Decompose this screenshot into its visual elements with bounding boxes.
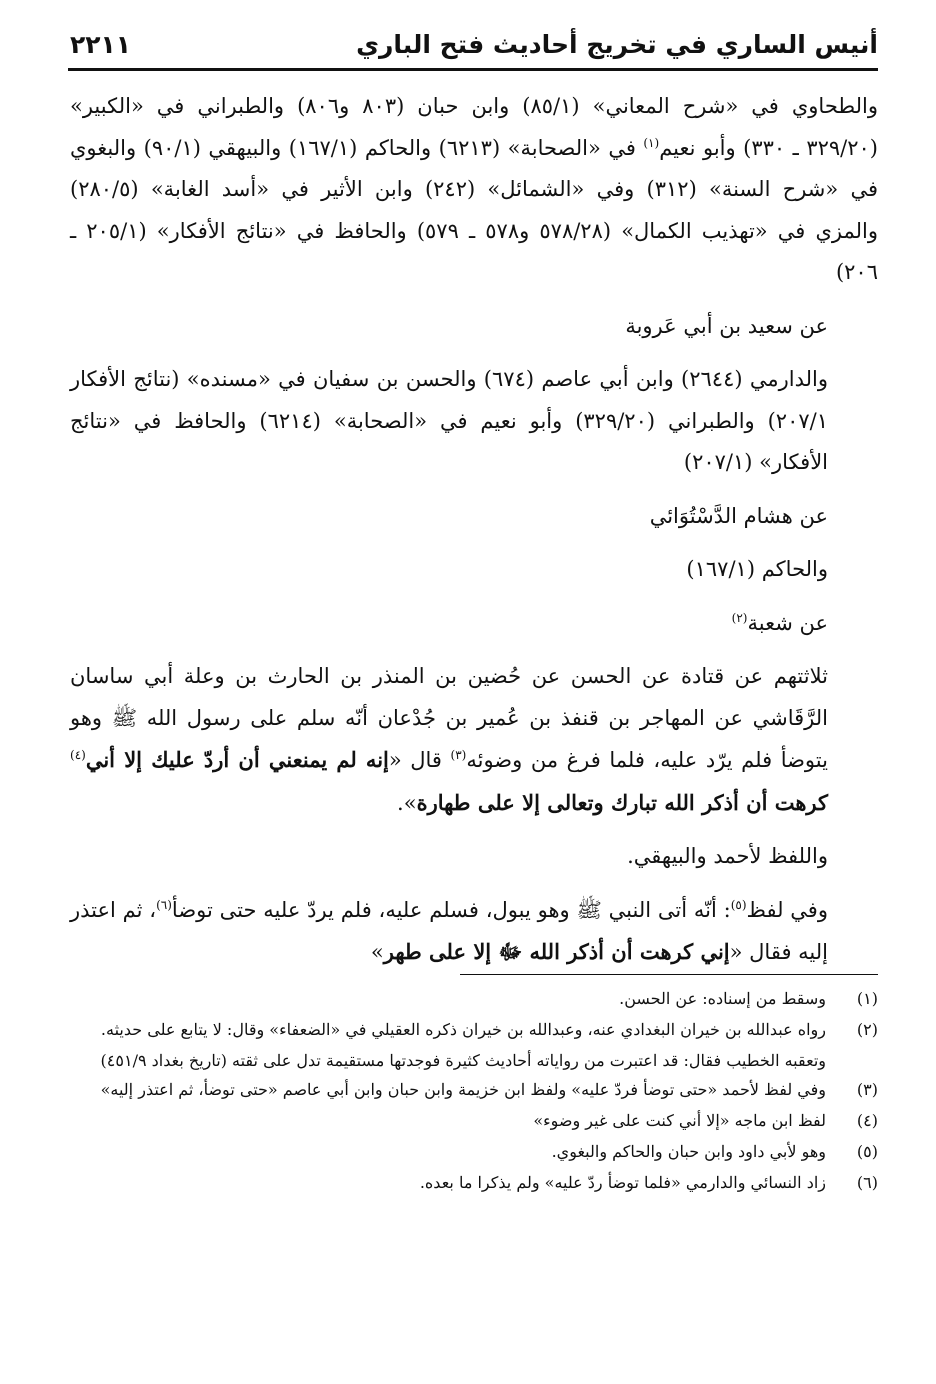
footnote-ref-6: (٦) bbox=[156, 897, 172, 912]
paragraph-3: ثلاثتهم عن قتادة عن الحسن عن حُضين بن المنذر بن الحارث بن وعلة أبي ساسان الرَّقَاشي عن المهاجر بن قنفذ بن عُمير بن جُدْعان أنّه سلم على رسول الله ﷺ وهو يتوضأ فلم يرّد عليه، فلما فرغ من وضوئه$^{(٣)}$ قال «إنه لم يمنعني أن أردّ عليك إلا أني$^{(٤)}$ كرهت أن أذكر الله تبارك وتعالى إلا على طهارة». bbox=[70, 664, 828, 815]
running-title: أنيس الساري في تخريج أحاديث فتح الباري bbox=[356, 29, 878, 59]
footnote-6: (٦) زاد النسائي والدارمي «فلما توضأ ردّ عليه» ولم يذكرا ما بعده. bbox=[419, 1173, 878, 1192]
footnote-2-continuation: وتعقبه الخطيب فقال: قد اعتبرت من رواياته أحاديث كثيرة فوجدتها مستقيمة تدل على ثقته (تاريخ بغداد ٤٥١/٩) bbox=[100, 1051, 826, 1070]
footnote-ref-5: (٥) bbox=[730, 897, 747, 912]
footnote-ref-4: (٤) bbox=[70, 748, 86, 762]
hadith-text-2: إني كرهت أن أذكر الله ﷻ إلا على طهر bbox=[383, 939, 730, 964]
footnotes bbox=[70, 984, 878, 1199]
footnote-2: (٢) رواه عبدالله بن خيران البغدادي عنه، وعبدالله بن خيران ذكره العقيلي في «الضعفاء» وقال: لا يتابع على حديثه. bbox=[100, 1020, 878, 1039]
main-text bbox=[70, 86, 878, 974]
page-header bbox=[70, 22, 878, 66]
chain-line-said: عن سعيد بن أبي عَروبة bbox=[625, 313, 828, 338]
footnote-4: (٤) لفظ ابن ماجه «إلا أني كنت على غير وضوء» bbox=[533, 1111, 878, 1130]
chain-line-hakim: والحاكم (١٦٧/١) bbox=[686, 557, 828, 581]
chain-line-hisham: عن هشام الدَّسْتُوَائي bbox=[649, 503, 828, 528]
paragraph-4: وفي لفظ$^{(٥)}$: أنّه أتى النبي ﷺ وهو يبول، فسلم عليه، فلم يردّ عليه حتى توضأ$^{(٦)}$، ثم اعتذر إليه فقال «إني كرهت أن أذكر الله ﷻ إلا على طهر» bbox=[70, 897, 828, 964]
footnote-1: (١) وسقط من إسناده: عن الحسن. bbox=[619, 989, 878, 1008]
footnote-separator bbox=[460, 974, 878, 975]
chain-line-shuba: عن شعبة$^{(٢)}$ bbox=[731, 610, 828, 635]
footnote-3: (٣) وفي لفظ لأحمد «حتى توضأ فردّ عليه» ولفظ ابن خزيمة وابن حبان وابن أبي عاصم «حتى توضأ، ثم اعتذر إليه» bbox=[100, 1080, 878, 1099]
paragraph-1: والطحاوي في «شرح المعاني» (٨٥/١) وابن حبان (٨٠٣ و٨٠٦) والطبراني في «الكبير» (٣٢٩/٢٠ ـ ٣٣٠) وأبو نعيم$^{(١)}$ في «الصحابة» (٦٢١٣) والحاكم (١٦٧/١) والبيهقي (٩٠/١) والبغوي في «شرح السنة» (٣١٢) وفي «الشمائل» (٢٤٢) وابن الأثير في «أسد الغابة» (٢٨٠/٥) والمزي في «تهذيب الكمال» (٥٧٨/٢٨ و٥٧٨ ـ ٥٧٩) والحافظ في «نتائج الأفكار» (٢٠٥/١ ـ ٢٠٦) bbox=[70, 94, 878, 284]
header-rule bbox=[68, 68, 878, 71]
footnote-5: (٥) وهو لأبي داود وابن حبان والحاكم والبغوي. bbox=[551, 1142, 878, 1161]
wording-note: واللفظ لأحمد والبيهقي. bbox=[627, 844, 828, 868]
footnote-ref-3: (٣) bbox=[450, 748, 467, 762]
hadith-text-1: إنه لم يمنعني أن أردّ عليك إلا أني bbox=[85, 747, 389, 772]
page-number: ٢٢١١ bbox=[70, 29, 132, 59]
paragraph-2: والدارمي (٢٦٤٤) وابن أبي عاصم (٦٧٤) والحسن بن سفيان في «مسنده» (نتائج الأفكار ٢٠٧/١) والطبراني (٣٢٩/٢٠) وأبو نعيم في «الصحابة» (٦٢١٤) والحافظ في «نتائج الأفكار» (٢٠٧/١) bbox=[70, 367, 828, 474]
footnote-ref-2: (٢) bbox=[731, 610, 748, 625]
footnote-ref-1: (١) bbox=[643, 135, 660, 150]
